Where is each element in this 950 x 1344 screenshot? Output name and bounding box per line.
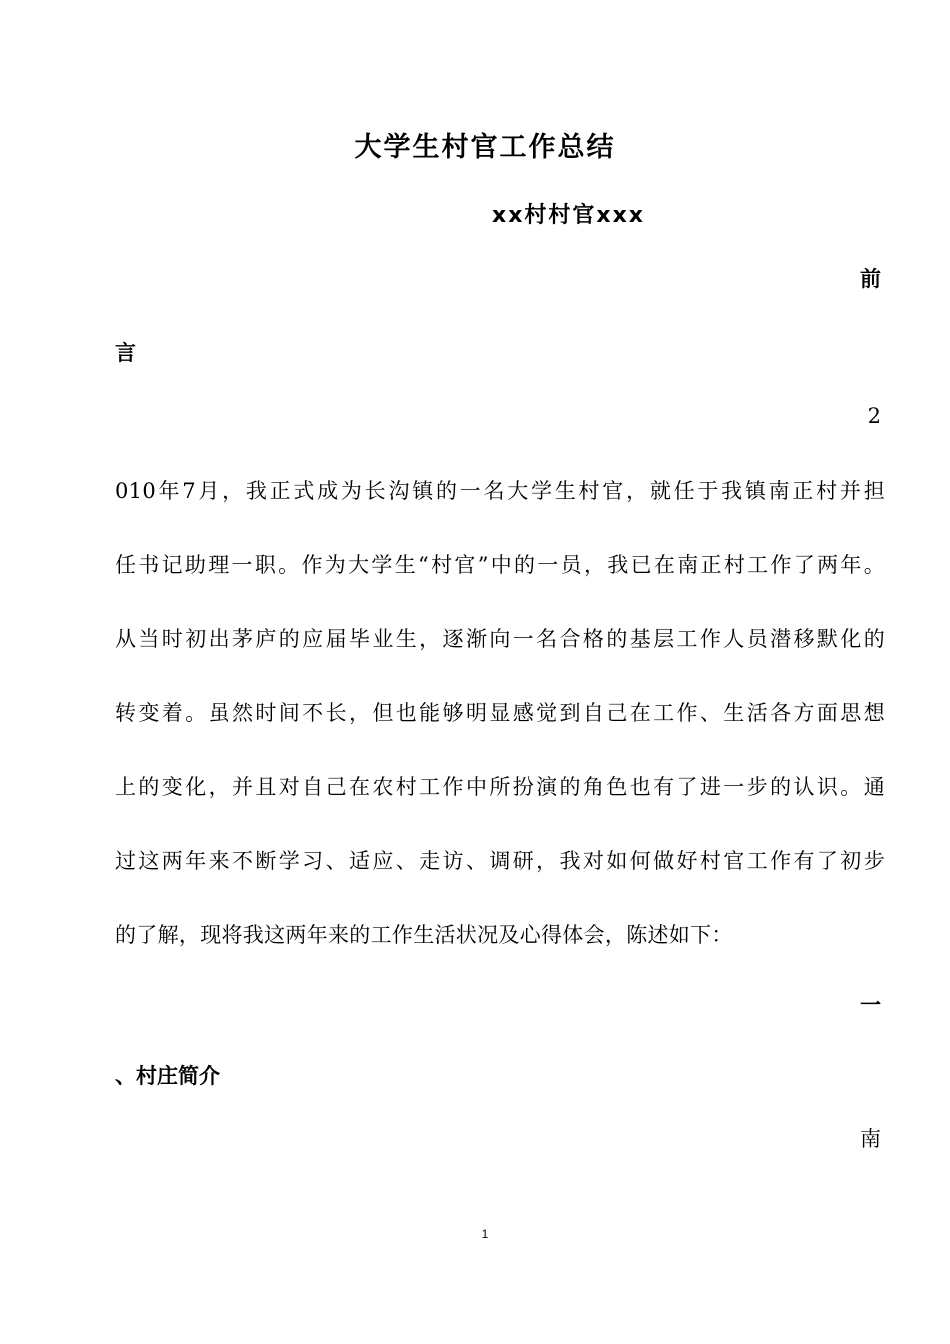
preface-line-6: 过这两年来不断学习、适应、走访、调研，我对如何做好村官工作有了初步 xyxy=(115,849,885,873)
preface-line-5: 上的变化，并且对自己在农村工作中所扮演的角色也有了进一步的认识。通 xyxy=(115,775,885,799)
preface-line-4: 转变着。虽然时间不长，但也能够明显感觉到自己在工作、生活各方面思想 xyxy=(115,701,885,725)
preface-lead-char: 2 xyxy=(867,404,881,428)
preface-heading-part2: 言 xyxy=(115,341,136,365)
document-title: 大学生村官工作总结 xyxy=(354,132,616,163)
preface-line-7: 的了解，现将我这两年来的工作生活状况及心得体会，陈述如下： xyxy=(115,923,733,947)
preface-heading-part1: 前 xyxy=(860,267,881,291)
preface-line-2: 任书记助理一职。作为大学生“村官”中的一员，我已在南正村工作了两年。 xyxy=(115,553,885,577)
section1-heading-part2: 、村庄简介 xyxy=(115,1064,220,1088)
section1-lead-char: 南 xyxy=(860,1127,881,1151)
section1-heading-part1: 一 xyxy=(860,993,881,1017)
page-number: 1 xyxy=(481,1227,489,1241)
preface-line-3: 从当时初出茅庐的应届毕业生，逐渐向一名合格的基层工作人员潜移默化的 xyxy=(115,627,885,651)
preface-line-1: 010年7月，我正式成为长沟镇的一名大学生村官，就任于我镇南正村并担 xyxy=(115,479,885,503)
document-author: xx村村官xxx xyxy=(492,203,645,228)
